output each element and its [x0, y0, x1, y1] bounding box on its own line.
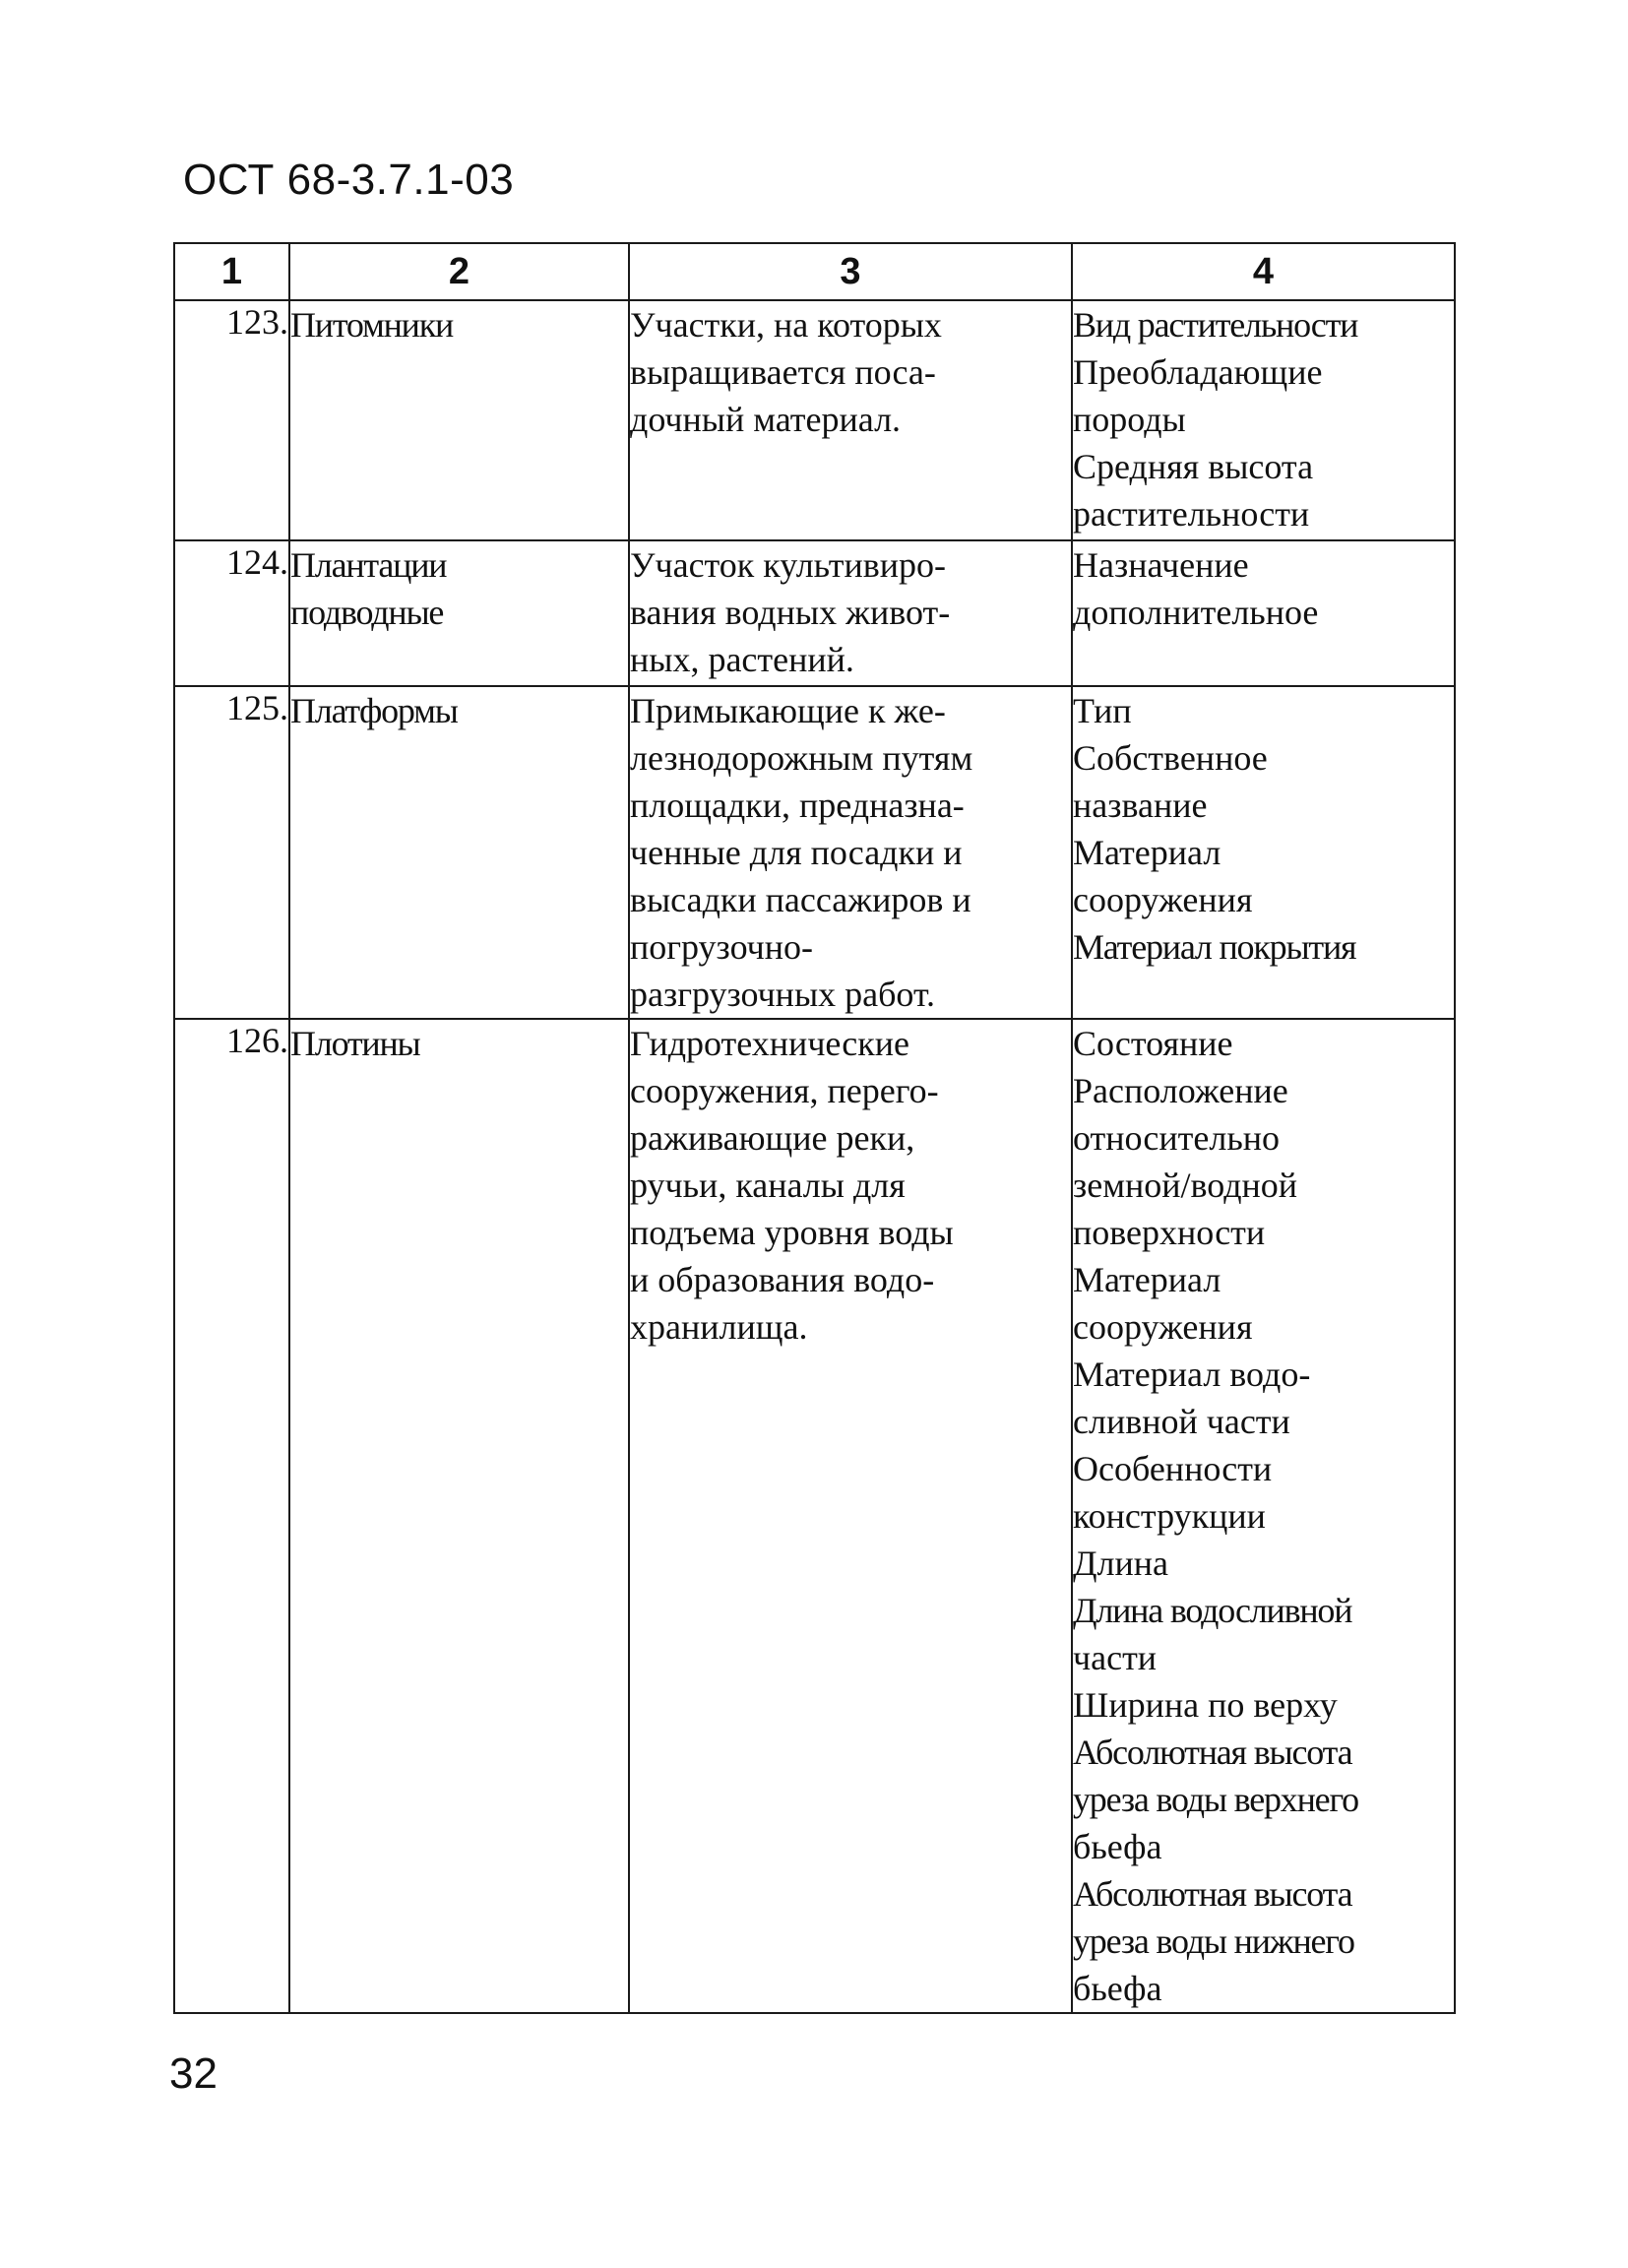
- attribute-item: Вид растительности: [1073, 305, 1358, 345]
- row-number: 124.: [174, 540, 289, 686]
- attribute-item: название: [1073, 786, 1208, 825]
- description-line: разгрузочных работ.: [630, 975, 935, 1014]
- row-number: 125.: [174, 686, 289, 1019]
- description-line: хранилища.: [630, 1307, 808, 1347]
- attribute-item: Назначение: [1073, 545, 1249, 585]
- attribute-item: Материал: [1073, 833, 1221, 872]
- name-line: Платформы: [290, 691, 458, 730]
- object-name: [289, 540, 629, 686]
- attribute-item: поверхности: [1073, 1213, 1266, 1252]
- description-line: Гидротехнические: [630, 1024, 910, 1063]
- attribute-item: Особенности: [1073, 1449, 1273, 1488]
- object-attributes: [1072, 300, 1455, 540]
- attribute-item: Материал водо-: [1073, 1354, 1311, 1394]
- attribute-item: земной/водной: [1073, 1166, 1298, 1205]
- attribute-item: Собственное: [1073, 738, 1268, 778]
- description-line: лезнодорожным путям: [630, 738, 973, 778]
- object-attributes: [1072, 686, 1455, 1019]
- description-line: сооружения, перего-: [630, 1071, 939, 1110]
- description-line: Участок культивиро-: [630, 545, 946, 585]
- description-line: ручьи, каналы для: [630, 1166, 906, 1205]
- attribute-item: сооружения: [1073, 880, 1253, 919]
- attribute-item: конструкции: [1073, 1496, 1266, 1536]
- attribute-item: Материал покрытия: [1073, 927, 1356, 967]
- attribute-item: дополнительное: [1073, 593, 1319, 632]
- description-line: ных, растений.: [630, 640, 854, 679]
- attribute-item: Расположение: [1073, 1071, 1288, 1110]
- table-row: [174, 686, 1455, 1019]
- attribute-item: сооружения: [1073, 1307, 1253, 1347]
- object-description: [629, 1019, 1072, 2013]
- object-description: [629, 540, 1072, 686]
- name-line: Плантации: [290, 545, 447, 585]
- row-number: 126.: [174, 1019, 289, 2013]
- object-description: [629, 300, 1072, 540]
- attribute-item: уреза воды верхнего: [1073, 1780, 1358, 1819]
- attribute-item: Длина водосливной: [1073, 1591, 1352, 1630]
- attribute-item: породы: [1073, 400, 1186, 439]
- description-line: погрузочно-: [630, 927, 813, 967]
- attribute-item: Материал: [1073, 1260, 1221, 1299]
- description-line: выращивается поса-: [630, 352, 936, 392]
- description-line: высадки пассажиров и: [630, 880, 971, 919]
- attribute-item: Абсолютная высота: [1073, 1874, 1352, 1914]
- description-line: Примыкающие к же-: [630, 691, 946, 730]
- description-line: дочный материал.: [630, 400, 902, 439]
- attributes-table: [173, 242, 1456, 2014]
- table-header-row: [174, 243, 1455, 300]
- object-name: [289, 300, 629, 540]
- object-name: [289, 686, 629, 1019]
- attribute-item: бьефа: [1073, 1827, 1162, 1866]
- name-line: Плотины: [290, 1024, 420, 1063]
- attribute-item: Абсолютная высота: [1073, 1732, 1352, 1772]
- column-header-3: 3: [629, 243, 1072, 300]
- attribute-item: относительно: [1073, 1118, 1281, 1158]
- description-line: подъема уровня воды: [630, 1213, 954, 1252]
- attribute-item: Состояние: [1073, 1024, 1233, 1063]
- description-line: и образования водо-: [630, 1260, 935, 1299]
- attribute-item: сливной части: [1073, 1402, 1290, 1441]
- description-line: Участки, на которых: [630, 305, 942, 345]
- attribute-item: Тип: [1073, 691, 1132, 730]
- column-header-2: 2: [289, 243, 629, 300]
- attribute-item: Ширина по верху: [1073, 1685, 1338, 1725]
- name-line: Питомники: [290, 305, 454, 345]
- row-number: 123.: [174, 300, 289, 540]
- object-description: [629, 686, 1072, 1019]
- description-line: вания водных живот-: [630, 593, 951, 632]
- attribute-item: растительности: [1073, 494, 1310, 534]
- attribute-item: уреза воды нижнего: [1073, 1922, 1354, 1961]
- table-row: [174, 1019, 1455, 2013]
- object-name: [289, 1019, 629, 2013]
- attribute-item: Преобладающие: [1073, 352, 1323, 392]
- description-line: ченные для посадки и: [630, 833, 963, 872]
- attribute-item: части: [1073, 1638, 1158, 1677]
- document-code: ОСТ 68-3.7.1-03: [183, 156, 515, 204]
- table-row: [174, 300, 1455, 540]
- object-attributes: [1072, 540, 1455, 686]
- column-header-4: 4: [1072, 243, 1455, 300]
- description-line: раживающие реки,: [630, 1118, 915, 1158]
- page-number: 32: [169, 2049, 218, 2098]
- attribute-item: Средняя высота: [1073, 447, 1314, 486]
- object-attributes: [1072, 1019, 1455, 2013]
- column-header-1: 1: [174, 243, 289, 300]
- attribute-item: бьефа: [1073, 1969, 1162, 2008]
- attribute-item: Длина: [1073, 1544, 1169, 1583]
- description-line: площадки, предназна-: [630, 786, 965, 825]
- name-line: подводные: [290, 593, 444, 632]
- table-row: [174, 540, 1455, 686]
